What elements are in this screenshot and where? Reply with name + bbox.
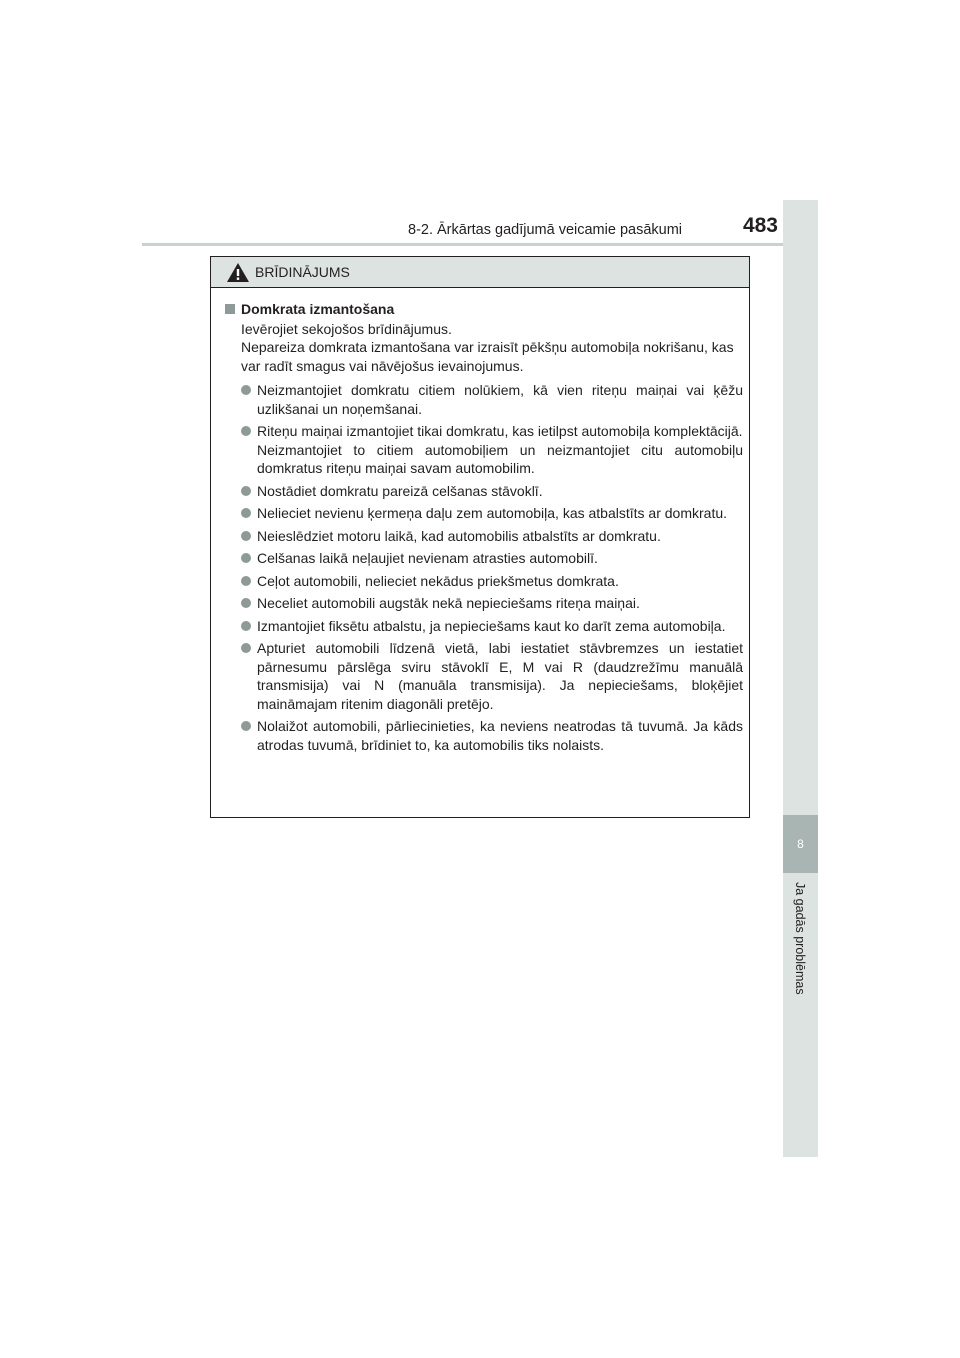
list-item: [225, 717, 743, 754]
page-number: 483: [742, 214, 778, 237]
list-item-text: Neieslēdziet motoru laikā, kad automobilis atbalstīts ar domkratu.: [257, 527, 661, 544]
warning-triangle-icon: [226, 262, 250, 283]
list-item: [225, 572, 743, 591]
list-item-text: Nolaižot automobili, pārliecinieties, ka neviens neatrodas tā tuvumā. Ja kāds atrodas tuvumā, brīdiniet to, ka automobilis tiks nolaists.: [257, 718, 743, 753]
list-item-text: Nostādiet domkratu pareizā celšanas stāvoklī.: [257, 482, 543, 499]
bullet-icon: [241, 486, 251, 496]
warning-box: [210, 256, 750, 818]
bullet-icon: [241, 531, 251, 541]
list-item: [225, 527, 743, 546]
list-item-text: Neizmantojiet domkratu citiem nolūkiem, kā vien riteņu maiņai vai ķēžu uzlikšanai un noņemšanai.: [257, 382, 743, 417]
bullet-icon: [241, 508, 251, 518]
warning-body: [211, 288, 749, 754]
list-item: [225, 617, 743, 636]
bullet-icon: [241, 553, 251, 563]
bullet-icon: [241, 576, 251, 586]
warning-list: [225, 381, 743, 754]
warning-label: BRĪDINĀJUMS: [255, 264, 350, 280]
header-divider: [142, 243, 818, 246]
section-heading: [225, 300, 743, 319]
list-item-text: Nelieciet nevienu ķermeņa daļu zem automobiļa, kas atbalstīts ar domkratu.: [257, 505, 728, 521]
list-item: [225, 549, 743, 568]
intro-line: Ievērojiet sekojošos brīdinājumus.: [241, 320, 452, 337]
bullet-icon: [241, 643, 251, 653]
list-item: [225, 422, 743, 478]
heading-text: Domkrata izmantošana: [241, 301, 395, 317]
bullet-icon: [241, 598, 251, 608]
section-title: 8-2. Ārkārtas gadījumā veicamie pasākumi: [408, 222, 683, 238]
list-item-text: Neceliet automobili augstāk nekā nepieciešams riteņa maiņai.: [257, 595, 640, 611]
list-item-text: Riteņu maiņai izmantojiet tikai domkratu, kas ietilpst automobiļa komplektācijā.: [257, 423, 743, 439]
list-item: [225, 594, 743, 613]
bullet-icon: [241, 621, 251, 631]
list-item: [225, 381, 743, 418]
list-item-text: Celšanas laikā neļaujiet nevienam atrasties automobilī.: [257, 550, 598, 566]
list-item: [225, 639, 743, 713]
intro-line: Nepareiza domkrata izmantošana var izraisīt pēkšņu automobiļa nokrišanu, kas var radīt smagus vai nāvējošus ievainojumus.: [241, 339, 734, 374]
warning-header: [211, 257, 749, 288]
list-item: [225, 504, 743, 523]
list-item-text: Izmantojiet fiksētu atbalstu, ja nepieciešams kaut ko darīt zema automobiļa.: [257, 617, 726, 634]
list-item-text: Apturiet automobili līdzenā vietā, labi iestatiet stāvbremzes un iestatiet pārnesumu pārslēga sviru stāvoklī E, M vai R (daudzrežīmu manuālā transmisija) vai N (manuāla transmisija). Ja nepieciešams, bloķējiet maināmajam ritenim diagonāli pretējo.: [257, 640, 743, 712]
bullet-icon: [241, 385, 251, 395]
list-item: [225, 482, 743, 501]
bullet-icon: [241, 721, 251, 731]
chapter-number: 8: [783, 815, 818, 873]
bullet-icon: [241, 426, 251, 436]
intro-text: [225, 320, 743, 376]
list-item-text: Neizmantojiet to citiem automobiļiem un neizmantojiet citu automobiļu domkratus riteņu maiņai savam automobilim.: [257, 441, 743, 476]
list-item-text: Ceļot automobili, nelieciet nekādus priekšmetus domkrata.: [257, 572, 619, 589]
chapter-side-tab: [783, 200, 818, 1157]
chapter-title: Ja gadās problēmas: [793, 882, 807, 995]
square-bullet-icon: [225, 304, 235, 314]
